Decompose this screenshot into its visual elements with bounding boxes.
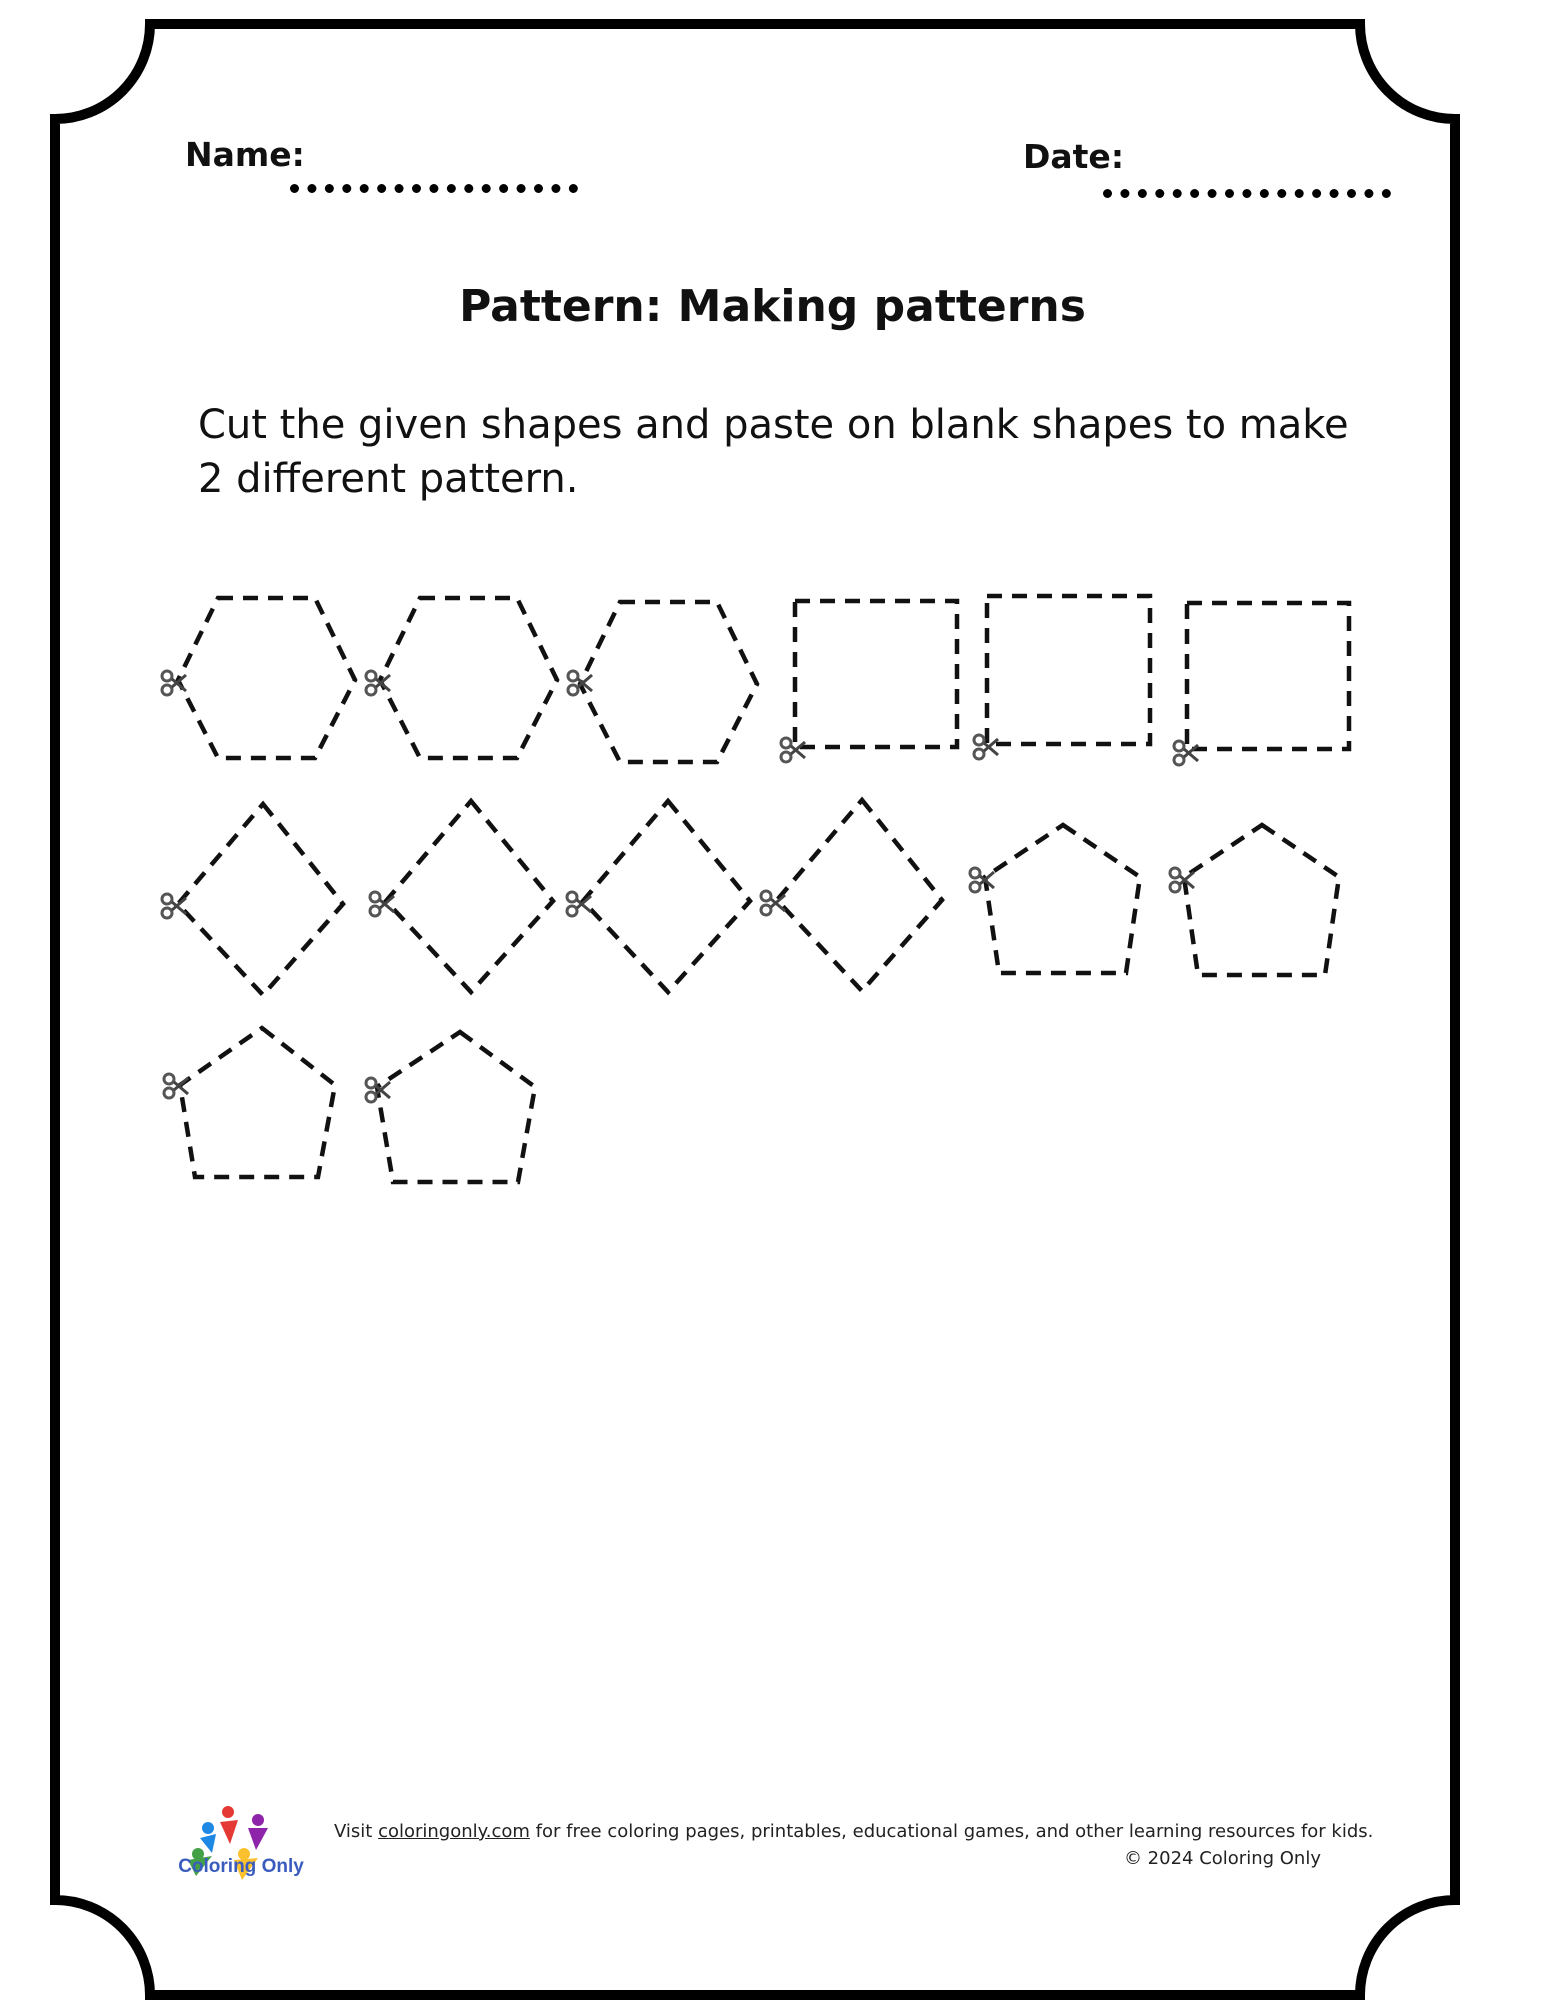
instructions-line-2: 2 different pattern. xyxy=(198,456,579,502)
logo-figure-body xyxy=(220,1820,238,1844)
logo-figure-head xyxy=(222,1806,234,1818)
pentagon-shape-3[interactable] xyxy=(180,1028,335,1177)
diamond-shape-1[interactable] xyxy=(178,804,343,995)
diamond-shape-3[interactable] xyxy=(583,801,750,992)
pentagon-shape-1[interactable] xyxy=(985,825,1140,973)
square-shape-1[interactable] xyxy=(795,601,957,747)
square-shape-3[interactable] xyxy=(1187,603,1349,749)
logo-figure-head xyxy=(202,1822,214,1834)
footer-visit-prefix: Visit xyxy=(334,1821,379,1842)
pentagon-shape-2[interactable] xyxy=(1184,825,1339,975)
page-title: Pattern: Making patterns xyxy=(459,281,1086,332)
diamond-shape-2[interactable] xyxy=(386,801,553,992)
name-label: Name: xyxy=(185,135,305,174)
instructions-line-1: Cut the given shapes and paste on blank shapes to make xyxy=(198,402,1349,448)
hexagon-shape-1[interactable] xyxy=(178,598,355,758)
logo-figure-body xyxy=(248,1828,268,1850)
scissors-icon xyxy=(162,671,1198,1102)
logo-figure-head xyxy=(252,1814,264,1826)
hexagon-shape-2[interactable] xyxy=(380,598,557,758)
footer-visit-suffix: for free coloring pages, printables, educational games, and other learning resources for kids. xyxy=(529,1821,1374,1842)
hexagon-shape-3[interactable] xyxy=(580,602,757,762)
footer-link[interactable]: coloringonly.com xyxy=(378,1821,530,1842)
date-label: Date: xyxy=(1023,137,1125,176)
diamond-shape-4[interactable] xyxy=(777,800,942,991)
square-shape-2[interactable] xyxy=(987,596,1150,744)
footer-copyright: © 2024 Coloring Only xyxy=(1123,1848,1321,1869)
pentagon-shape-4[interactable] xyxy=(377,1032,535,1182)
logo-text: Coloring Only xyxy=(178,1856,304,1877)
footer-message xyxy=(334,1821,1373,1842)
